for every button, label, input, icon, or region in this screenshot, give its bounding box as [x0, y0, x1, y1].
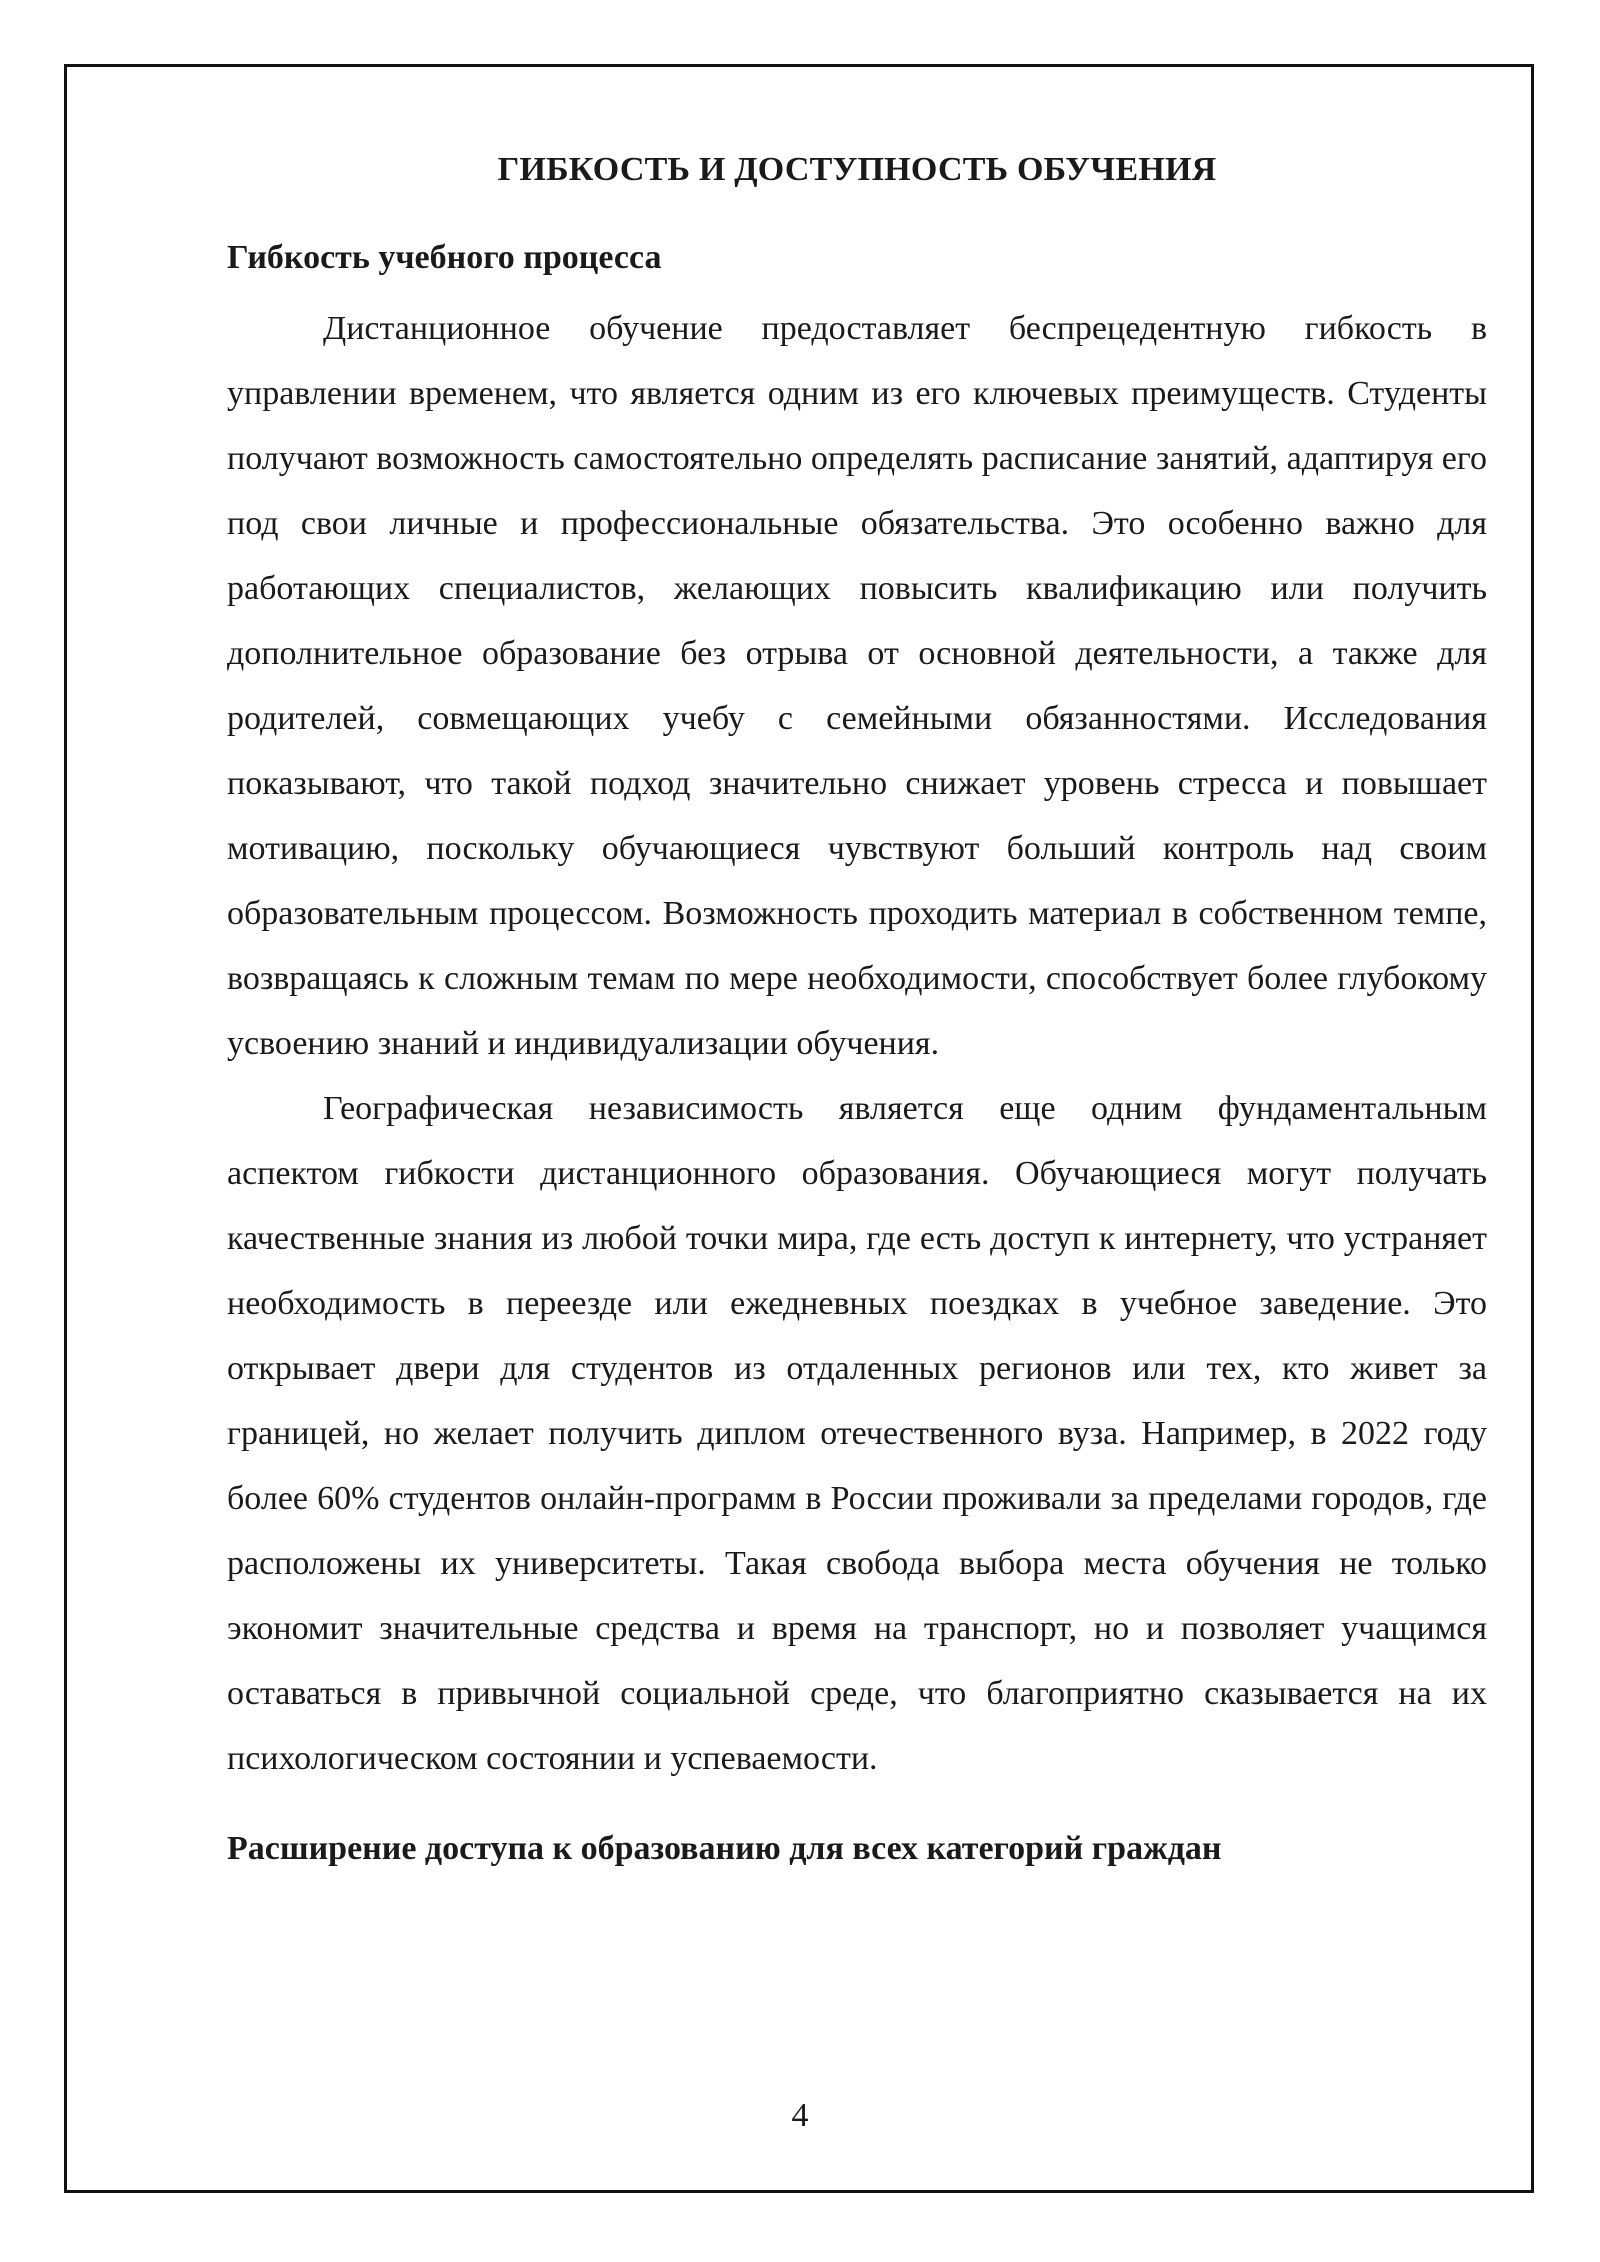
- document-body: [227, 150, 1487, 1887]
- page-title: ГИБКОСТЬ И ДОСТУПНОСТЬ ОБУЧЕНИЯ: [497, 151, 1217, 188]
- body-paragraph: Дистанционное обучение предоставляет беспрецедентную гибкость в управлении временем, что является одним из его ключевых преимуществ. Студенты получают возможность самостоятельно определять расписание занятий, адаптируя его под свои личные и профессиональные обязательства. Это особенно важно для работающих специалистов, желающих повысить квалификацию или получить дополнительное образование без отрыва от основной деятельности, а также для родителей, совмещающих учебу с семейными обязанностями. Исследования показывают, что такой подход значительно снижает уровень стресса и повышает мотивацию, поскольку обучающиеся чувствуют больший контроль над своим образовательным процессом. Возможность проходить материал в собственном темпе, возвращаясь к сложным темам по мере необходимости, способствует более глубокому усвоению знаний и индивидуализации обучения.: [227, 310, 1487, 1062]
- section-heading-flexibility: Гибкость учебного процесса: [227, 239, 662, 276]
- section-heading-access: Расширение доступа к образованию для всех категорий граждан: [227, 1830, 1222, 1867]
- body-paragraph: Географическая независимость является еще одним фундаментальным аспектом гибкости дистанционного образования. Обучающиеся могут получать качественные знания из любой точки мира, где есть доступ к интернету, что устраняет необходимость в переезде или ежедневных поездках в учебное заведение. Это открывает двери для студентов из отдаленных регионов или тех, кто живет за границей, но желает получить диплом отечественного вуза. Например, в 2022 году более 60% студентов онлайн-программ в России проживали за пределами городов, где расположены их университеты. Такая свобода выбора места обучения не только экономит значительные средства и время на транспорт, но и позволяет учащимся оставаться в привычной социальной среде, что благоприятно сказывается на их психологическом состоянии и успеваемости.: [227, 1090, 1487, 1777]
- page-number: 4: [791, 2097, 809, 2134]
